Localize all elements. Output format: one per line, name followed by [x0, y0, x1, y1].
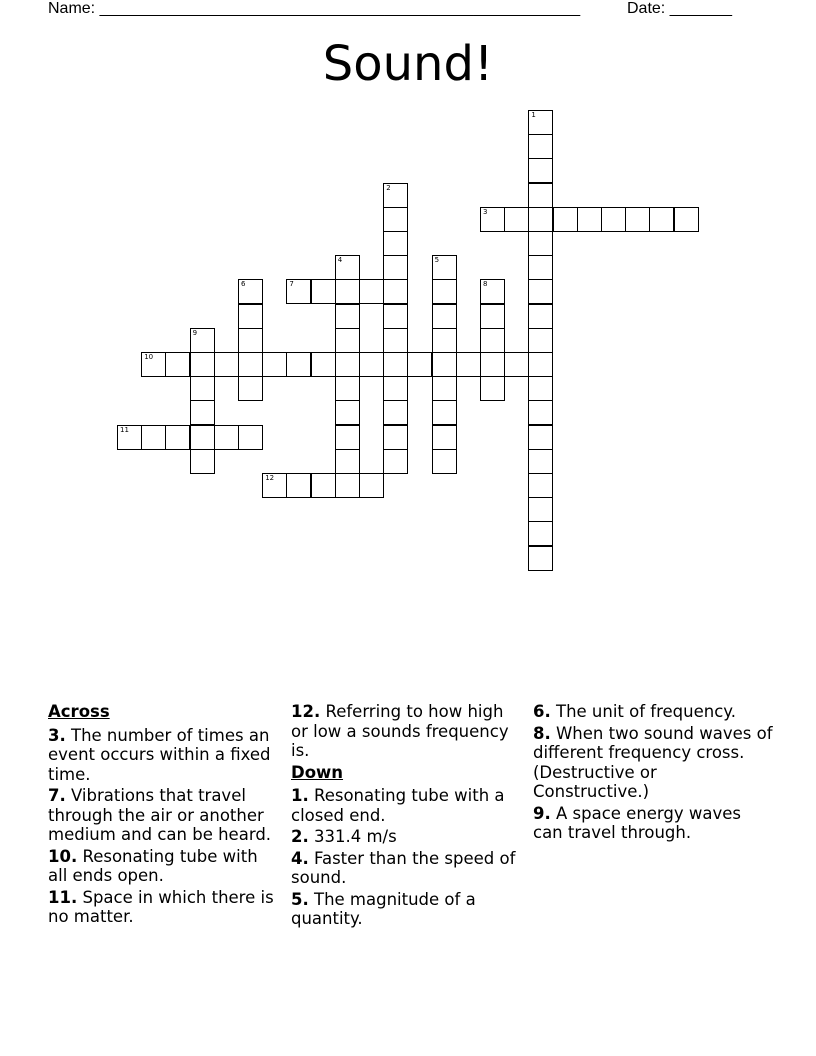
clue-number: 11 — [120, 425, 129, 434]
clue-item — [48, 726, 276, 785]
clue-text: Resonating tube with all ends open. — [48, 846, 258, 885]
clue-number: 4. — [291, 848, 309, 868]
clue-number: 3 — [483, 207, 488, 216]
grid-cell[interactable] — [432, 279, 457, 304]
grid-cell[interactable] — [359, 352, 384, 377]
clue-item — [48, 888, 276, 927]
grid-cell[interactable] — [190, 400, 215, 425]
grid-cell[interactable] — [480, 376, 505, 401]
clue-list — [48, 726, 276, 927]
clue-number: 3. — [48, 725, 66, 745]
clue-item — [48, 847, 276, 886]
grid-cell[interactable] — [262, 352, 287, 377]
grid-cell[interactable] — [383, 328, 408, 353]
grid-cell[interactable] — [528, 279, 553, 304]
grid-cell[interactable] — [383, 207, 408, 232]
clue-number: 10 — [144, 353, 154, 361]
grid-cell[interactable] — [165, 425, 190, 450]
clue-item — [291, 702, 519, 761]
grid-cell[interactable] — [601, 207, 626, 232]
grid-cell[interactable] — [504, 207, 529, 232]
clue-list — [291, 702, 519, 761]
grid-cell[interactable] — [504, 352, 529, 377]
clue-item — [291, 890, 519, 929]
grid-cell[interactable] — [190, 449, 215, 474]
grid-cell[interactable] — [383, 449, 408, 474]
grid-cell[interactable] — [528, 207, 553, 232]
grid-cell[interactable] — [432, 328, 457, 353]
clue-text: When two sound waves of different frequency cross. (Destructive or Constructive.) — [533, 723, 773, 801]
clue-number: 6 — [241, 280, 246, 289]
grid-cell[interactable] — [383, 255, 408, 280]
grid-cell[interactable] — [141, 352, 166, 377]
grid-cell[interactable] — [432, 255, 457, 280]
clue-column-1 — [48, 702, 276, 929]
grid-cell[interactable] — [214, 425, 239, 450]
clue-number: 2. — [291, 827, 309, 846]
grid-cell[interactable] — [553, 207, 578, 232]
grid-cell[interactable] — [165, 352, 190, 377]
clue-number: 4 — [337, 256, 343, 265]
clue-list — [291, 786, 519, 929]
clue-item — [291, 827, 519, 847]
clue-text: Referring to how high or low a sounds frequency is. — [291, 702, 509, 760]
clue-text: The unit of frequency. — [550, 702, 736, 721]
grid-cell[interactable] — [528, 546, 553, 571]
grid-cell[interactable] — [528, 425, 553, 450]
grid-cell[interactable] — [190, 352, 215, 377]
grid-cell[interactable] — [238, 304, 263, 329]
grid-cell[interactable] — [311, 352, 336, 377]
grid-cell[interactable] — [190, 328, 215, 353]
name-line: ______________________________________________________ — [99, 0, 581, 17]
clue-text: Vibrations that travel through the air or another medium and can be heard. — [48, 786, 272, 844]
page-title: Sound! — [322, 36, 494, 92]
grid-cell[interactable] — [238, 376, 263, 401]
grid-cell[interactable] — [625, 207, 650, 232]
clue-list — [533, 702, 773, 843]
clue-text: The magnitude of a quantity. — [291, 889, 476, 928]
grid-cell[interactable] — [238, 328, 263, 353]
down-heading: Down — [291, 762, 344, 782]
grid-cell[interactable] — [577, 207, 602, 232]
grid-cell[interactable] — [649, 207, 674, 232]
grid-cell[interactable] — [528, 376, 553, 401]
clue-text: A space energy waves can travel through. — [533, 803, 742, 842]
grid-cell[interactable] — [335, 449, 360, 474]
clue-text: Faster than the speed of sound. — [291, 848, 516, 887]
grid-cell[interactable] — [407, 352, 432, 377]
clue-text: The number of times an event occurs within a fixed time. — [48, 725, 271, 784]
grid-cell[interactable] — [238, 425, 263, 450]
grid-cell[interactable] — [528, 134, 553, 159]
grid-cell[interactable] — [311, 279, 336, 304]
grid-cell[interactable] — [432, 425, 457, 450]
grid-cell[interactable] — [238, 352, 263, 377]
grid-cell[interactable] — [262, 473, 287, 498]
grid-cell[interactable] — [383, 352, 408, 377]
grid-cell[interactable] — [528, 158, 553, 183]
grid-cell[interactable] — [335, 328, 360, 353]
grid-cell[interactable] — [383, 231, 408, 256]
grid-cell[interactable] — [335, 425, 360, 450]
grid-cell[interactable] — [141, 425, 166, 450]
grid-cell[interactable] — [238, 279, 263, 304]
grid-cell[interactable] — [190, 425, 215, 450]
grid-cell[interactable] — [528, 183, 553, 208]
grid-cell[interactable] — [286, 352, 311, 377]
grid-cell[interactable] — [432, 304, 457, 329]
date-line: _______ — [669, 0, 732, 17]
grid-cell[interactable] — [528, 255, 553, 280]
grid-cell[interactable] — [359, 473, 384, 498]
grid-cell[interactable] — [480, 207, 505, 232]
grid-cell[interactable] — [432, 376, 457, 401]
grid-cell[interactable] — [480, 279, 505, 304]
clue-number: 11. — [48, 887, 78, 907]
grid-cell[interactable] — [383, 279, 408, 304]
clue-item — [533, 702, 773, 722]
clue-number: 7 — [289, 280, 294, 289]
clue-number: 1 — [531, 111, 536, 119]
clue-number: 9. — [533, 803, 551, 823]
clue-number: 2 — [386, 183, 391, 192]
grid-cell[interactable] — [359, 279, 384, 304]
grid-cell[interactable] — [383, 183, 408, 208]
grid-cell[interactable] — [456, 352, 481, 377]
clue-number: 6. — [533, 702, 551, 721]
grid-cell[interactable] — [286, 279, 311, 304]
clue-column-3 — [533, 702, 773, 845]
grid-cell[interactable] — [432, 400, 457, 425]
clue-item — [533, 724, 773, 802]
grid-cell[interactable] — [432, 449, 457, 474]
grid-cell[interactable] — [674, 207, 699, 232]
across-heading: Across — [48, 702, 110, 721]
clue-column-2 — [291, 702, 519, 931]
clue-number: 12 — [265, 474, 275, 482]
grid-cell[interactable] — [528, 110, 553, 135]
grid-cell[interactable] — [286, 473, 311, 498]
grid-cell[interactable] — [480, 328, 505, 353]
grid-cell[interactable] — [335, 279, 360, 304]
clue-text: Resonating tube with a closed end. — [291, 786, 505, 825]
grid-cell[interactable] — [528, 304, 553, 329]
clue-number: 8 — [483, 280, 488, 289]
grid-cell[interactable] — [311, 473, 336, 498]
grid-cell[interactable] — [335, 304, 360, 329]
clue-number: 5 — [434, 256, 440, 265]
clue-item — [291, 786, 519, 825]
clue-number: 9 — [192, 328, 198, 337]
clue-number: 5. — [291, 889, 309, 909]
grid-cell[interactable] — [528, 352, 553, 377]
grid-cell[interactable] — [335, 255, 360, 280]
grid-cell[interactable] — [528, 521, 553, 546]
grid-cell[interactable] — [117, 425, 142, 450]
grid-cell[interactable] — [190, 376, 215, 401]
grid-cell[interactable] — [335, 352, 360, 377]
clue-item — [48, 786, 276, 845]
grid-cell[interactable] — [432, 352, 457, 377]
name-label: Name: — [48, 0, 96, 17]
clue-item — [291, 849, 519, 888]
grid-cell[interactable] — [528, 328, 553, 353]
date-label: Date: — [627, 0, 666, 17]
grid-cell[interactable] — [383, 425, 408, 450]
clue-text: Space in which there is no matter. — [48, 887, 274, 926]
grid-cell[interactable] — [528, 473, 553, 498]
grid-cell[interactable] — [528, 449, 553, 474]
clue-text: 331.4 m/s — [308, 827, 397, 846]
clue-number: 8. — [533, 723, 551, 743]
clue-number: 1. — [291, 786, 309, 805]
grid-cell[interactable] — [528, 497, 553, 522]
grid-cell[interactable] — [383, 376, 408, 401]
grid-cell[interactable] — [335, 473, 360, 498]
grid-cell[interactable] — [528, 400, 553, 425]
clue-number: 10. — [48, 846, 78, 866]
grid-cell[interactable] — [383, 304, 408, 329]
clue-number: 7. — [48, 786, 66, 805]
clue-number: 12. — [291, 702, 321, 721]
grid-cell[interactable] — [480, 352, 505, 377]
grid-cell[interactable] — [383, 400, 408, 425]
clue-item — [533, 804, 773, 843]
grid-cell[interactable] — [528, 231, 553, 256]
grid-cell[interactable] — [335, 376, 360, 401]
grid-cell[interactable] — [480, 304, 505, 329]
grid-cell[interactable] — [214, 352, 239, 377]
grid-cell[interactable] — [335, 400, 360, 425]
